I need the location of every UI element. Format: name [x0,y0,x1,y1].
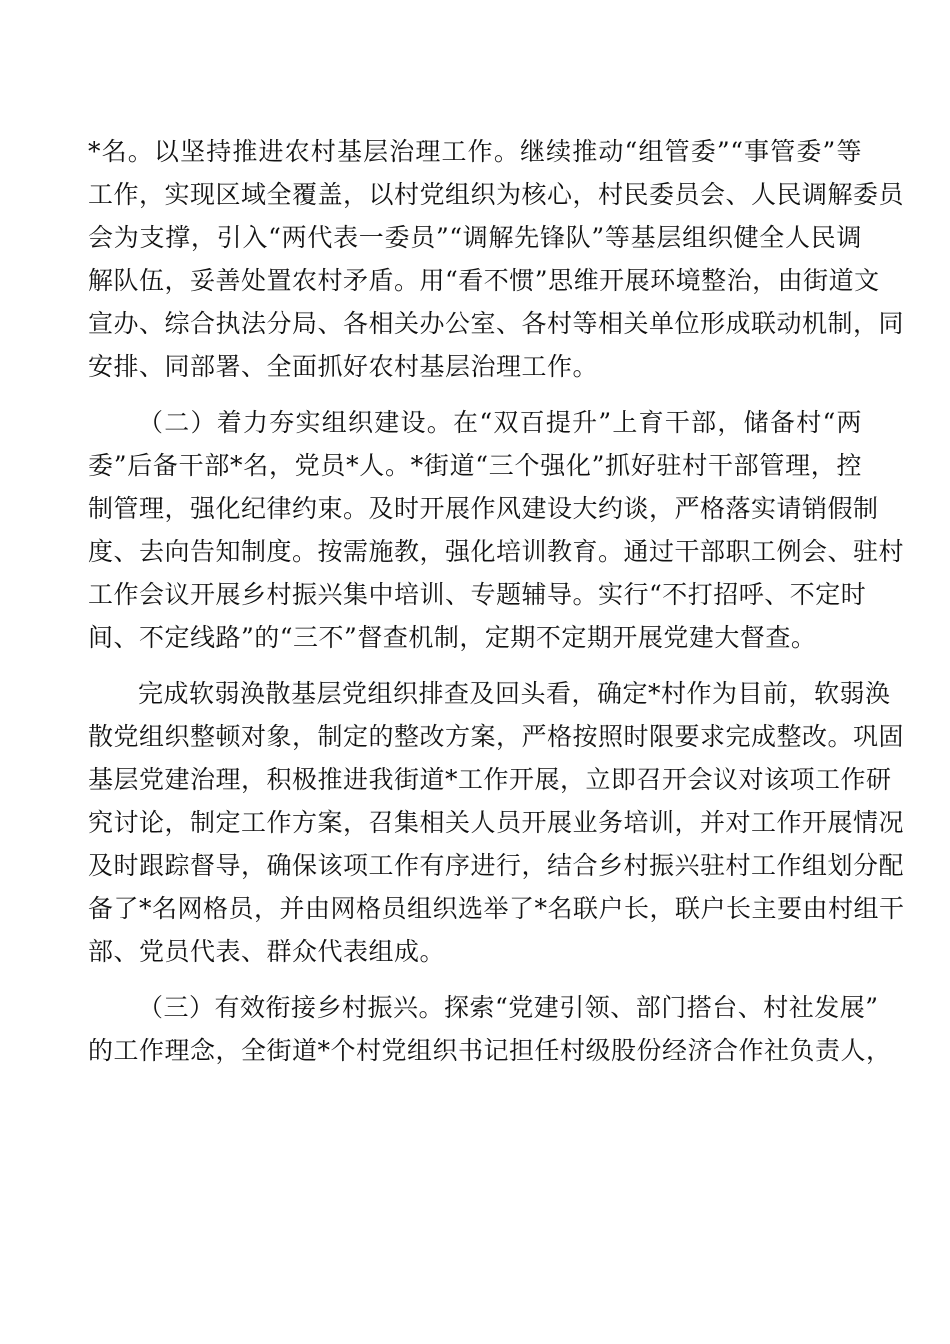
paragraph-rural-revitalization [88,986,892,1072]
text-line: 宣办、综合执法分局、各相关办公室、各村等相关单位形成联动机制，同 [88,309,905,338]
text-line: 制管理，强化纪律约束。及时开展作风建设大约谈，严格落实请销假制 [88,494,879,523]
text-line: 完成软弱涣散基层党组织排查及回头看，确定*村作为目前，软弱涣 [138,679,891,708]
text-line: 工作，实现区域全覆盖，以村党组织为核心，村民委员会、人民调解委员 [88,180,905,209]
text-line: 究讨论，制定工作方案，召集相关人员开展业务培训，并对工作开展情况 [88,808,905,837]
text-line: 解队伍，妥善处置农村矛盾。用“看不惯”思维开展环境整治，由街道文 [88,266,880,295]
text-line: 会为支撑，引入“两代表一委员”“调解先锋队”等基层组织健全人民调 [88,223,862,252]
text-line: 工作会议开展乡村振兴集中培训、专题辅导。实行“不打招呼、不定时 [88,580,867,609]
text-line: 散党组织整顿对象，制定的整改方案，严格按照时限要求完成整改。巩固 [88,722,905,751]
paragraph-organization-building [88,401,905,659]
paragraph-governance [88,130,905,388]
text-line: （二）着力夯实组织建设。在“双百提升”上育干部，储备村“两 [138,408,862,437]
text-line: （三）有效衔接乡村振兴。探索“党建引领、部门搭台、村社发展” [138,993,879,1022]
text-line: 间、不定线路”的“三不”督查机制，定期不定期开展党建大督查。 [88,623,817,652]
text-line: 基层党建治理，积极推进我街道*工作开展，立即召开会议对该项工作研 [88,765,892,794]
paragraph-weak-organization-rectification [88,672,905,973]
text-line: 部、党员代表、群众代表组成。 [88,937,446,966]
text-line: 的工作理念，全街道*个村党组织书记担任村级股份经济合作社负责人， [88,1036,892,1065]
text-line: 安排、同部署、全面抓好农村基层治理工作。 [88,352,599,381]
text-line: 备了*名网格员，并由网格员组织选举了*名联户长，联户长主要由村组干 [88,894,905,923]
text-line: 及时跟踪督导，确保该项工作有序进行，结合乡村振兴驻村工作组划分配 [88,851,905,880]
text-line: *名。以坚持推进农村基层治理工作。继续推动“组管委”“事管委”等 [88,137,862,166]
document-page [88,130,905,1072]
text-line: 委”后备干部*名，党员*人。*街道“三个强化”抓好驻村干部管理，控 [88,451,862,480]
text-line: 度、去向告知制度。按需施教，强化培训教育。通过干部职工例会、驻村 [88,537,905,566]
